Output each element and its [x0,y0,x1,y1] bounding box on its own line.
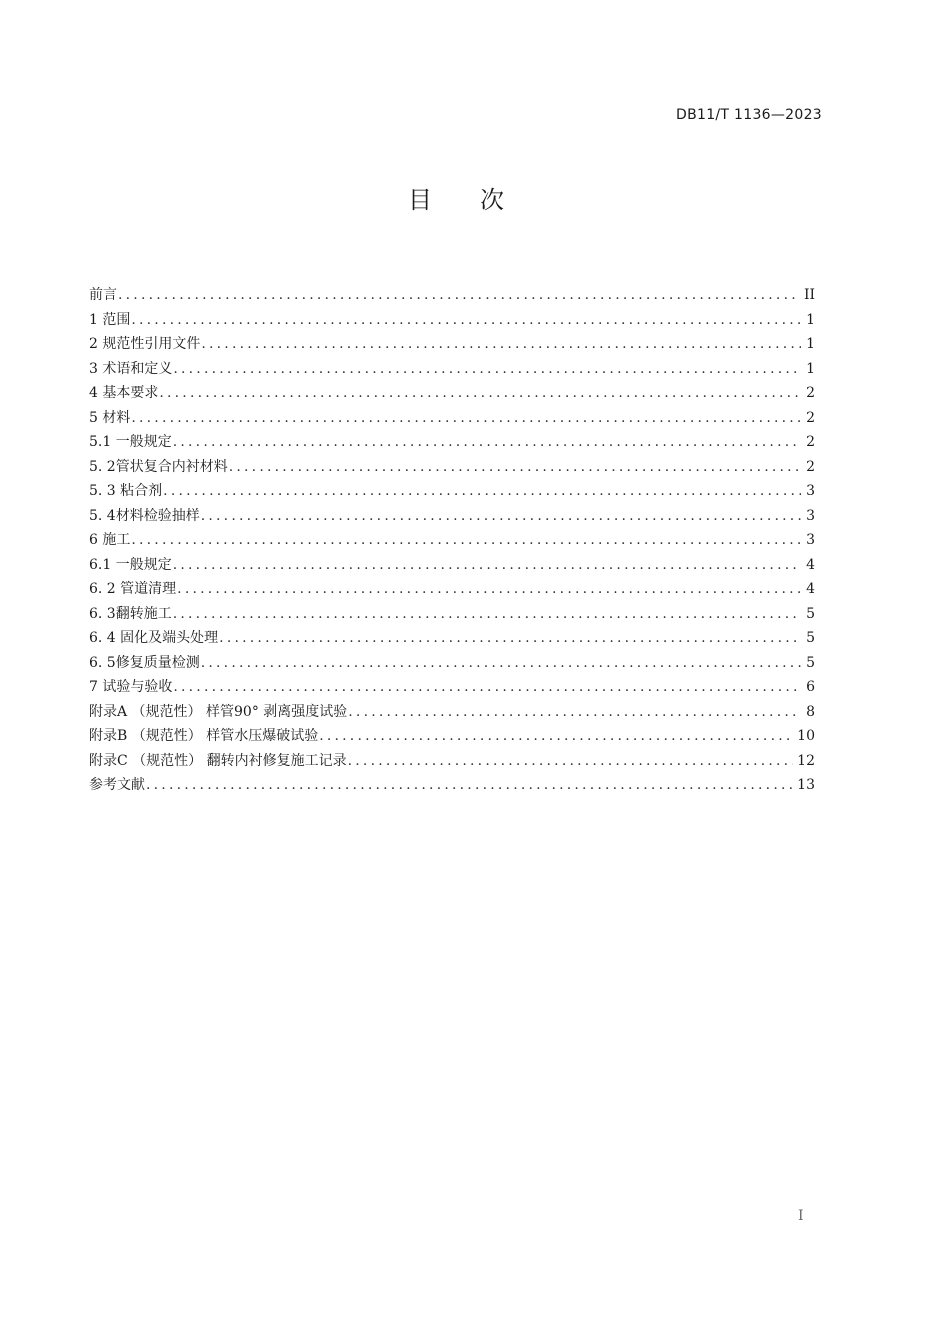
toc-entry-appendix-a[interactable] [89,701,815,726]
dot-leader [177,581,801,597]
dot-leader [219,630,801,646]
toc-entry-foreword[interactable] [89,284,815,309]
dot-leader [146,777,793,793]
dot-leader [173,361,801,377]
toc-entry-materials[interactable] [89,407,815,432]
page-title: 目次 [408,186,552,214]
toc-entry-page: 2 [806,385,815,401]
dot-leader [201,508,801,524]
toc-entry-label: 5. 4材料检验抽样 [89,507,200,524]
toc-entry-label: 参考文献 [89,777,145,793]
toc-entry-label: 附录C （规范性） 翻转内衬修复施工记录 [89,752,347,769]
toc-entry-appendix-c[interactable] [89,750,815,775]
toc-entry-normative-references[interactable] [89,333,815,358]
toc-entry-label: 1 范围 [89,311,131,328]
toc-entry-5-3[interactable] [89,480,815,505]
toc-entry-page: 4 [806,581,815,597]
toc-entry-scope[interactable] [89,309,815,334]
dot-leader [131,410,801,426]
toc-entry-page: 5 [806,654,815,671]
dot-leader [173,606,801,622]
toc-entry-6-1[interactable] [89,554,815,579]
toc-entry-label: 6. 4 固化及端头处理 [89,630,219,646]
toc-entry-page: 1 [806,360,815,377]
toc-entry-page: 5 [806,630,815,646]
toc-entry-6-2[interactable] [89,578,815,603]
toc-entry-construction[interactable] [89,529,815,554]
dot-leader [173,434,801,450]
table-of-contents [89,284,815,799]
toc-entry-basic-requirements[interactable] [89,382,815,407]
toc-entry-label: 5. 2管状复合内衬材料 [89,458,228,475]
toc-entry-appendix-b[interactable] [89,725,815,750]
toc-entry-label: 3 术语和定义 [89,360,173,377]
toc-entry-page: 3 [806,507,815,524]
toc-entry-page: 6 [806,679,815,695]
toc-entry-6-3[interactable] [89,603,815,628]
toc-entry-label: 6.1 一般规定 [89,556,172,573]
toc-entry-testing-acceptance[interactable] [89,676,815,701]
toc-entry-page: 13 [797,777,815,793]
toc-entry-page: 4 [806,556,815,573]
toc-entry-page: 3 [806,483,815,499]
document-code: DB11/T 1136—2023 [676,107,822,123]
dot-leader [118,287,800,303]
toc-entry-page: 12 [797,752,815,769]
dot-leader [229,459,801,475]
toc-entry-page: II [803,287,815,303]
toc-entry-page: 1 [806,311,815,328]
dot-leader [173,557,801,573]
toc-entry-page: 2 [806,434,815,450]
toc-entry-6-5[interactable] [89,652,815,677]
page-number: I [798,1208,804,1224]
toc-entry-5-2[interactable] [89,456,815,481]
dot-leader [319,728,793,744]
dot-leader [201,336,801,352]
dot-leader [131,532,801,548]
toc-entry-bibliography[interactable] [89,774,815,799]
toc-entry-label: 2 规范性引用文件 [89,336,201,352]
toc-entry-label: 6. 3翻转施工 [89,605,172,622]
dot-leader [159,385,801,401]
toc-entry-page: 3 [806,532,815,548]
toc-entry-label: 5. 3 粘合剂 [89,483,163,499]
toc-entry-label: 5 材料 [89,409,131,426]
toc-entry-5-1[interactable] [89,431,815,456]
toc-entry-label: 6 施工 [89,532,131,548]
toc-entry-page: 5 [806,605,815,622]
toc-entry-5-4[interactable] [89,505,815,530]
dot-leader [131,312,801,328]
dot-leader [173,679,801,695]
toc-entry-page: 8 [806,703,815,720]
toc-entry-page: 2 [806,458,815,475]
toc-entry-label: 7 试验与验收 [89,679,173,695]
dot-leader [201,655,801,671]
dot-leader [348,753,794,769]
toc-entry-label: 前言 [89,287,117,303]
toc-entry-page: 2 [806,409,815,426]
toc-entry-label: 6. 2 管道清理 [89,581,177,597]
toc-entry-label: 附录B （规范性） 样管水压爆破试验 [89,728,319,744]
toc-entry-label: 6. 5修复质量检测 [89,654,200,671]
dot-leader [163,483,801,499]
dot-leader [348,704,801,720]
toc-entry-6-4[interactable] [89,627,815,652]
toc-entry-label: 4 基本要求 [89,385,159,401]
toc-entry-page: 1 [806,336,815,352]
toc-entry-label: 5.1 一般规定 [89,434,172,450]
toc-entry-label: 附录A （规范性） 样管90° 剥离强度试验 [89,703,348,720]
toc-entry-terms-definitions[interactable] [89,358,815,383]
toc-entry-page: 10 [797,728,815,744]
